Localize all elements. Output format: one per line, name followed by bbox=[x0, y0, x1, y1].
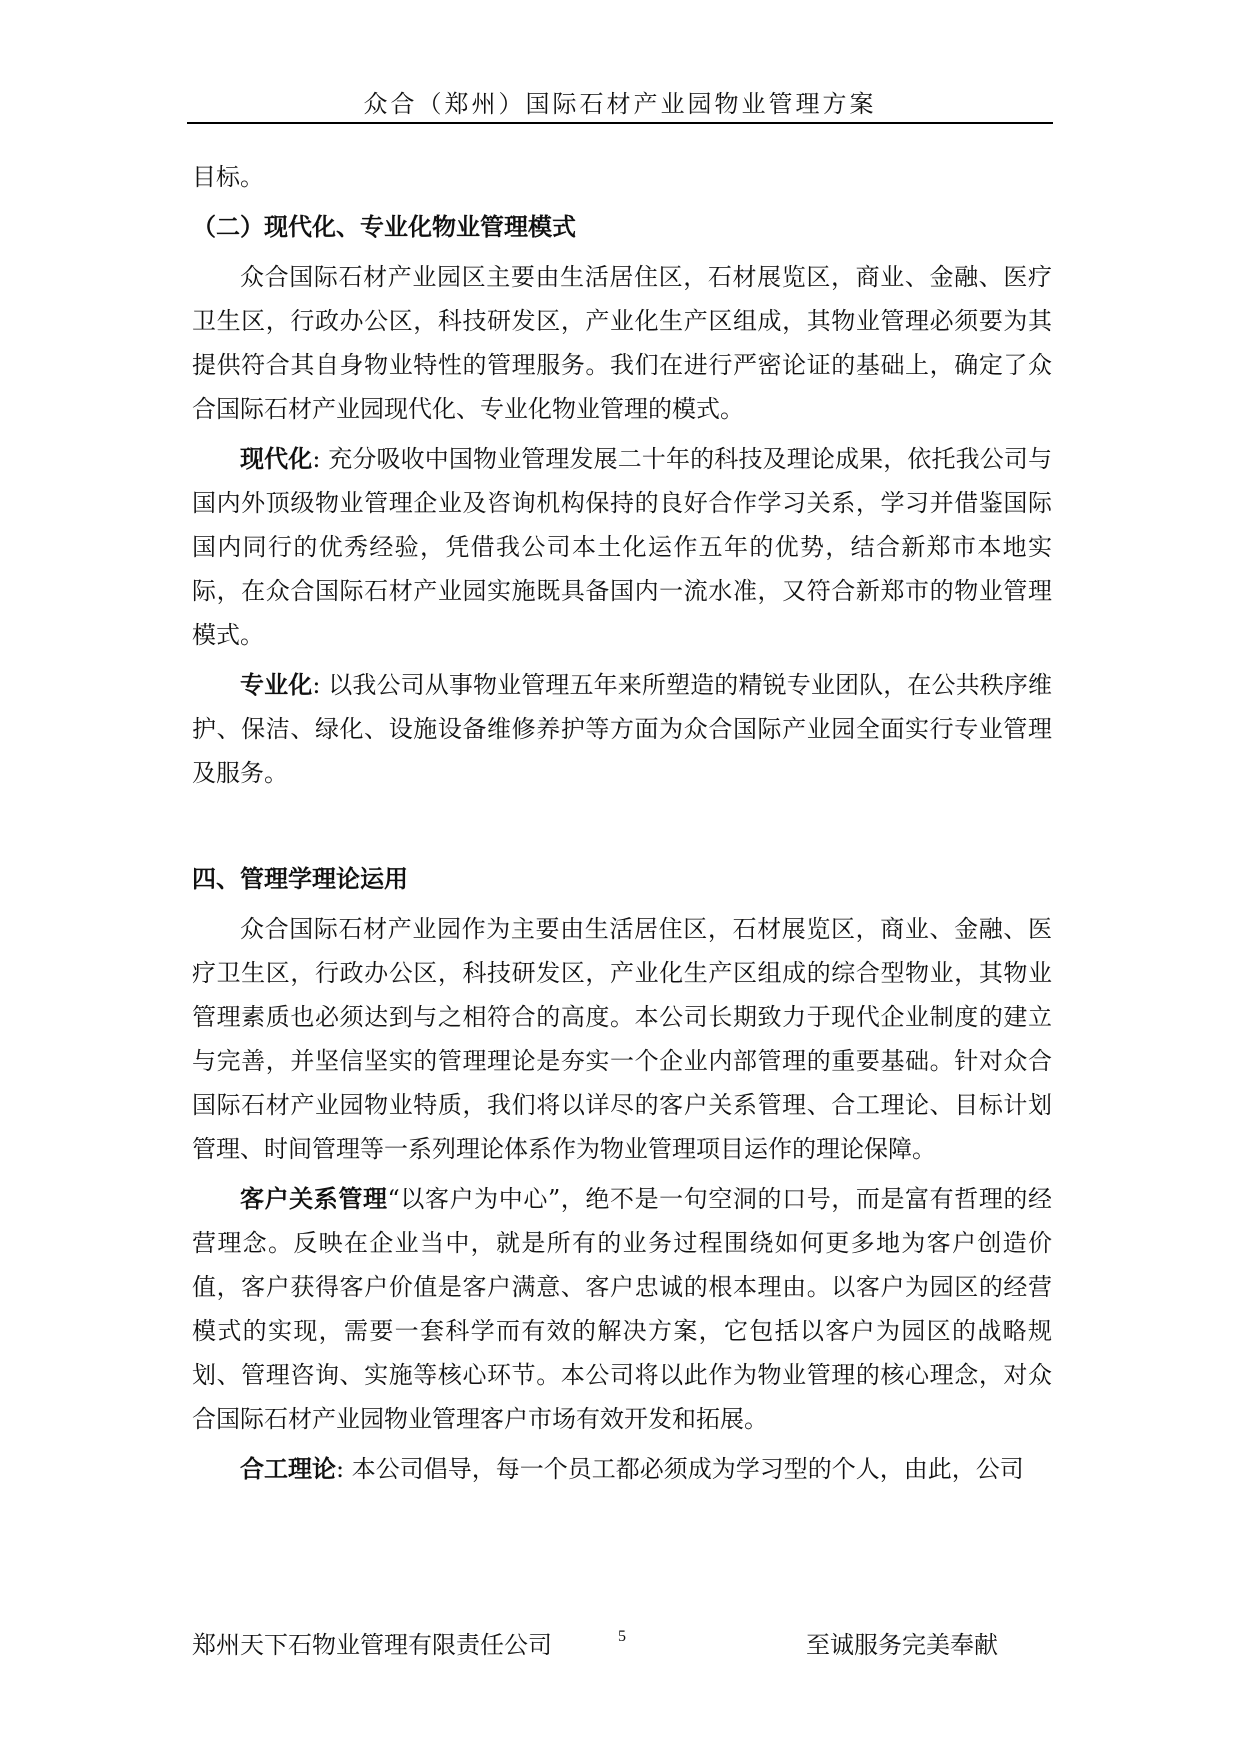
page-header-title: 众合（郑州）国际石材产业园物业管理方案 bbox=[363, 90, 877, 118]
paragraph-crm bbox=[192, 1177, 1052, 1441]
paragraph-management-theory: 众合国际石材产业园作为主要由生活居住区，石材展览区，商业、金融、医疗卫生区，行政办公区，科技研发区，产业化生产区组成的综合型物业，其物业管理素质也必须达到与之相符合的高度。本公司长期致力于现代企业制度的建立与完善，并坚信坚实的管理理论是夯实一个企业内部管理的重要基础。针对众合国际石材产业园物业特质，我们将以详尽的客户关系管理、合工理论、目标计划管理、时间管理等一系列理论体系作为物业管理项目运作的理论保障。 bbox=[192, 915, 1052, 1163]
page-number: 5 bbox=[618, 1628, 626, 1645]
cooperation-theory-text: : 本公司倡导，每一个员工都必须成为学习型的个人，由此，公司 bbox=[336, 1455, 1024, 1483]
keyword-cooperation-theory: 合工理论 bbox=[240, 1455, 336, 1483]
header-divider bbox=[187, 122, 1053, 124]
section-heading-management-theory: 四、管理学理论运用 bbox=[192, 865, 408, 893]
paragraph-continuation: 目标。 bbox=[192, 163, 264, 191]
paragraph-park-overview: 众合国际石材产业园区主要由生活居住区，石材展览区，商业、金融、医疗卫生区，行政办公区，科技研发区，产业化生产区组成，其物业管理必须要为其提供符合其自身物业特性的管理服务。我们在进行严密论证的基础上，确定了众合国际石材产业园现代化、专业化物业管理的模式。 bbox=[192, 263, 1052, 423]
keyword-specialization: 专业化 bbox=[240, 671, 313, 699]
footer-slogan: 至诚服务完美奉献 bbox=[806, 1631, 998, 1659]
keyword-modernization: 现代化 bbox=[240, 445, 313, 473]
paragraph-specialization bbox=[192, 663, 1052, 795]
modernization-text: : 充分吸收中国物业管理发展二十年的科技及理论成果，依托我公司与国内外顶级物业管理企业及咨询机构保持的良好合作学习关系，学习并借鉴国际国内同行的优秀经验，凭借我公司本土化运作五年的优势，结合新郑市本地实际，在众合国际石材产业园实施既具备国内一流水准，又符合新郑市的物业管理模式。 bbox=[192, 445, 1052, 649]
section-heading-modern-professional: （二）现代化、专业化物业管理模式 bbox=[192, 213, 576, 241]
keyword-crm: 客户关系管理 bbox=[240, 1185, 388, 1213]
specialization-text: : 以我公司从事物业管理五年来所塑造的精锐专业团队，在公共秩序维护、保洁、绿化、设施设备维修养护等方面为众合国际产业园全面实行专业管理及服务。 bbox=[192, 671, 1052, 787]
crm-text: “以客户为中心”，绝不是一句空洞的口号，而是富有哲理的经营理念。反映在企业当中，就是所有的业务过程围绕如何更多地为客户创造价值，客户获得客户价值是客户满意、客户忠诚的根本理由。以客户为园区的经营模式的实现，需要一套科学而有效的解决方案，它包括以客户为园区的战略规划、管理咨询、实施等核心环节。本公司将以此作为物业管理的核心理念，对众合国际石材产业园物业管理客户市场有效开发和拓展。 bbox=[192, 1185, 1053, 1433]
footer-company-name: 郑州天下石物业管理有限责任公司 bbox=[192, 1631, 552, 1659]
paragraph-modernization bbox=[192, 437, 1052, 657]
paragraph-cooperation-theory bbox=[192, 1447, 1052, 1491]
document-body bbox=[192, 155, 1052, 1491]
